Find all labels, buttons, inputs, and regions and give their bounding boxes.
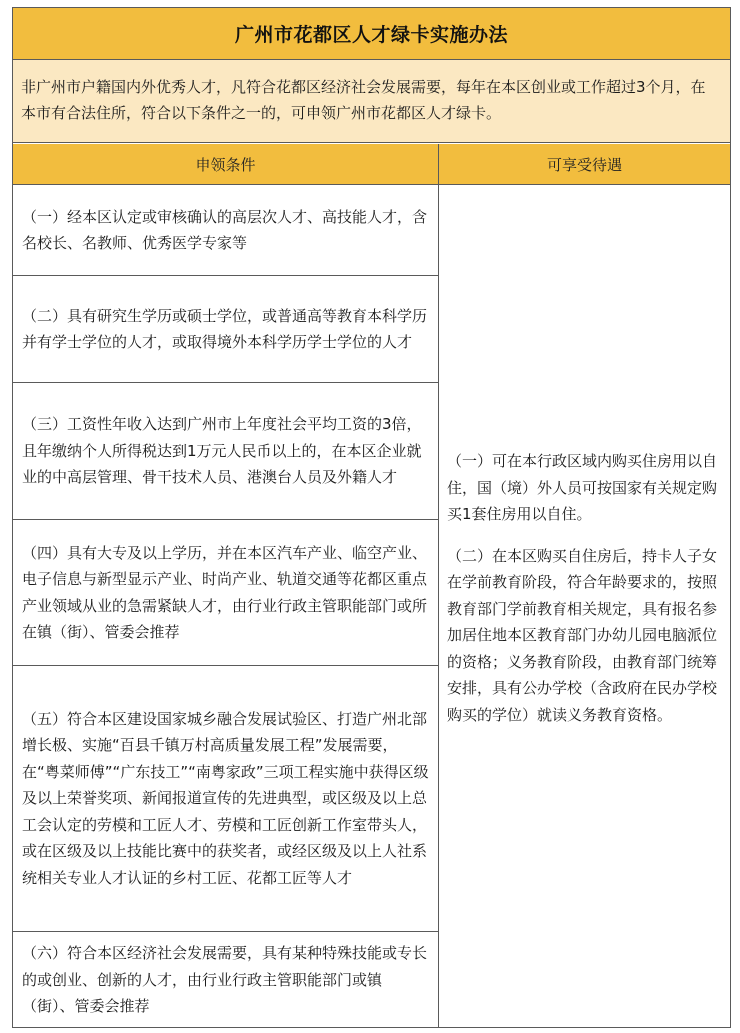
condition-cell-6 — [13, 932, 438, 1028]
column-header-benefits: 可享受待遇 — [439, 144, 730, 185]
condition-text: （五）符合本区建设国家城乡融合发展试验区、打造广州北部增长极、实施“百县千镇万村高质量发展工程”发展需要，在“粤菜师傅”“广东技工”“南粤家政”三项工程实施中获得区级及以上荣誉奖项、新闻报道宣传的先进典型，或区级及以上总工会认定的劳模和工匠人才、劳模和工匠创新工作室带头人，或在区级及以上技能比赛中的获奖者，或经区级及以上人社系统相关专业人才认证的乡村工匠、花都工匠等人才 — [22, 709, 429, 887]
benefit-item-2: （二）在本区购买自住房后，持卡人子女在学前教育阶段，符合年龄要求的，按照教育部门学前教育相关规定，具有报名参加居住地本区教育部门办幼儿园电脑派位的资格；义务教育阶段，由教育部门统筹安排，具有公办学校（含政府在民办学校购买的学位）就读义务教育资格。 — [447, 546, 718, 724]
condition-text: （二）具有研究生学历或硕士学位，或普通高等教育本科学历并有学士学位的人才，或取得境外本科学历学士学位的人才 — [22, 306, 428, 351]
benefits-cell — [439, 448, 730, 728]
condition-text: （一）经本区认定或审核确认的高层次人才、高技能人才，含名校长、名教师、优秀医学专家等 — [22, 207, 428, 252]
condition-cell-5 — [13, 666, 438, 932]
policy-table — [12, 7, 731, 1028]
condition-text: （四）具有大专及以上学历，并在本区汽车产业、临空产业、电子信息与新型显示产业、时尚产业、轨道交通等花都区重点产业领域从业的急需紧缺人才，由行业行政主管职能部门或所在镇（街）、管委会推荐 — [22, 543, 428, 641]
condition-cell-1 — [13, 185, 438, 276]
condition-cell-4 — [13, 520, 438, 666]
condition-text: （三）工资性年收入达到广州市上年度社会平均工资的3倍，且年缴纳个人所得税达到1万元人民币以上的，在本区企业就业的中高层管理、骨干技术人员、港澳台人员及外籍人才 — [22, 415, 422, 487]
page-title: 广州市花都区人才绿卡实施办法 — [13, 8, 730, 60]
intro-paragraph: 非广州市户籍国内外优秀人才，凡符合花都区经济社会发展需要，每年在本区创业或工作超过3个月，在本市有合法住所，符合以下条件之一的，可申领广州市花都区人才绿卡。 — [13, 60, 730, 143]
condition-cell-3 — [13, 383, 438, 520]
condition-cell-2 — [13, 276, 438, 383]
column-header-conditions: 申领条件 — [13, 144, 439, 185]
benefit-item-1: （一）可在本行政区域内购买住房用以自住，国（境）外人员可按国家有关规定购买1套住房用以自住。 — [447, 452, 718, 523]
condition-text: （六）符合本区经济社会发展需要，具有某种特殊技能或专长的或创业、创新的人才，由行业行政主管职能部门或镇（街）、管委会推荐 — [22, 944, 428, 1016]
